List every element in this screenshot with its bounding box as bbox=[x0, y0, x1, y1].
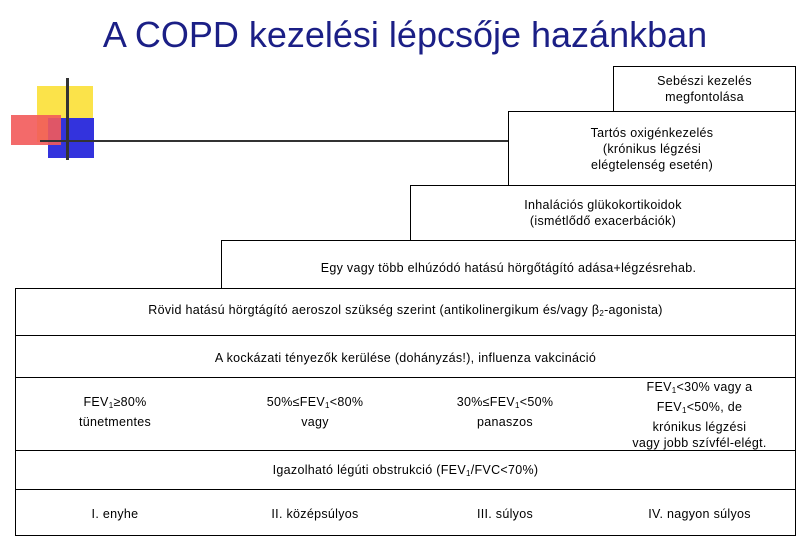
step-inhaled-steroid bbox=[410, 185, 796, 241]
criteria-very-severe: $FEV_1<30\%$ vagy a $FEV_1<50\%$, de krónikus légzési vagy jobb szívfél-elégt. bbox=[632, 380, 767, 450]
criteria-mild: $FEV_1\ge 80\%$ tünetmentes bbox=[78, 395, 152, 429]
criteria-left-border bbox=[15, 377, 16, 451]
step-inhaled-steroid-line1: Inhalációs glükokortikoidok bbox=[524, 198, 682, 212]
severity-left-border bbox=[15, 489, 16, 536]
criteria-moderate: $50\%\le FEV_1<80\%$ vagy bbox=[266, 395, 364, 429]
step-oxygen-line3: elégtelenség esetén) bbox=[590, 157, 714, 172]
step-oxygen bbox=[508, 111, 796, 186]
step-short-acting bbox=[15, 288, 796, 336]
step-risk-avoid-text: A kockázati tényezők kerülése (dohányzás!), influenza vakcináció bbox=[214, 350, 597, 365]
severity-severe: III. súlyos bbox=[476, 507, 534, 521]
severity-very-severe: IV. nagyon súlyos bbox=[648, 507, 751, 521]
criteria-severe: $30\%\le FEV_1<50\%$ panaszos bbox=[456, 395, 554, 429]
step-inhaled-steroid-line2: (ismétlődő exacerbációk) bbox=[529, 214, 677, 228]
step-long-acting-text: Egy vagy több elhúzódó hatású hörgőtágító adása+légzésrehab. bbox=[320, 260, 697, 275]
obstruction-text: Igazolható légúti obstrukció $(FEV_1/FVC<70\%)$ bbox=[272, 463, 539, 478]
step-risk-avoid bbox=[15, 335, 796, 378]
severity-mild: I. enyhe bbox=[91, 507, 139, 521]
step-surgery bbox=[613, 66, 796, 112]
severity-right-border bbox=[795, 489, 796, 536]
step-long-acting bbox=[221, 240, 796, 289]
severity-bottom-border bbox=[15, 535, 796, 536]
severity-moderate: II. középsúlyos bbox=[271, 507, 359, 521]
step-short-acting-text: Rövid hatású hörgtágító aeroszol szükség szerint (antikolinergikum és/vagy $\beta_2-agonista$) bbox=[148, 303, 663, 318]
page-title: A COPD kezelési lépcsője hazánkban bbox=[102, 14, 708, 55]
step-oxygen-line1: Tartós oxigénkezelés bbox=[590, 125, 714, 140]
criteria-right-border bbox=[795, 377, 796, 451]
step-surgery-line2: megfontolása bbox=[665, 90, 744, 104]
deco-vertical-line bbox=[66, 78, 69, 160]
obstruction-row bbox=[15, 450, 796, 490]
step-oxygen-line2: (krónikus légzési bbox=[602, 141, 702, 156]
step-surgery-line1: Sebészi kezelés bbox=[657, 74, 752, 88]
